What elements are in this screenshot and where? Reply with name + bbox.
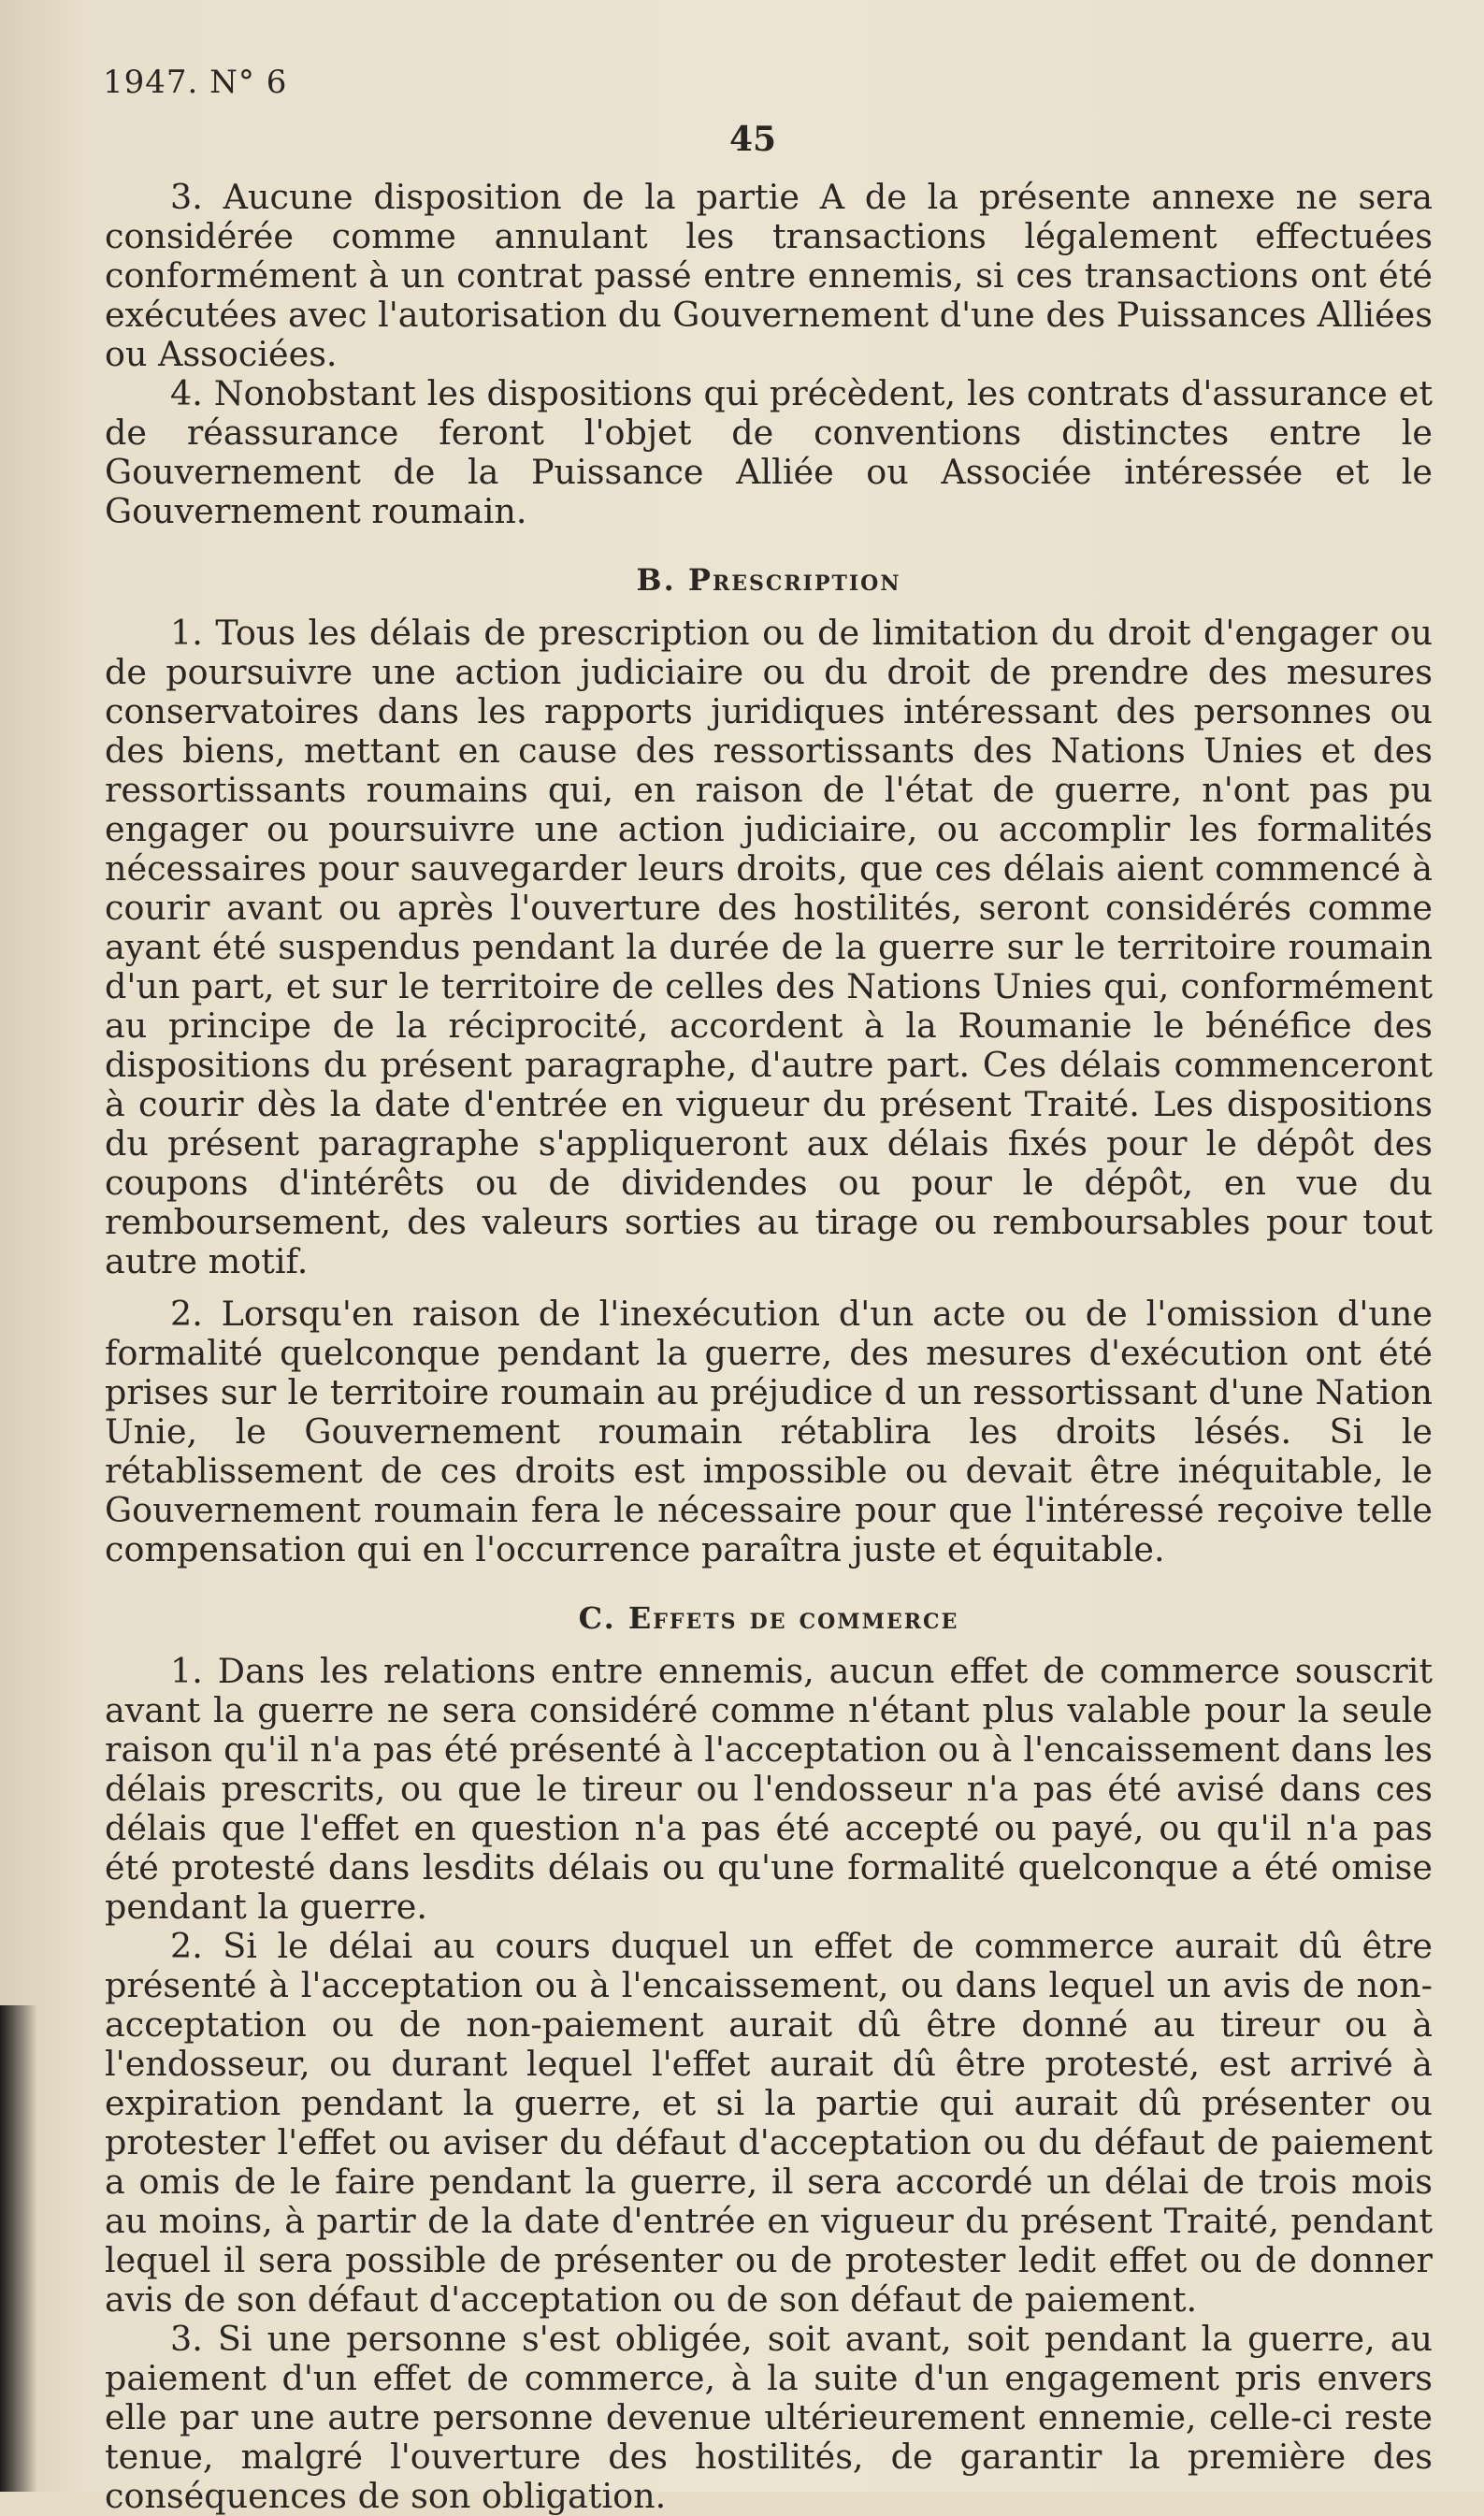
running-head: 1947. N° 6 bbox=[103, 64, 288, 101]
paragraph-b1: 1. Tous les délais de prescription ou de limitation du droit d'engager ou de poursuivre une action judiciaire ou du droit de prendre des mesures conservatoires dans les rapports juridiques intéressant des personnes ou des biens, mettant en cause des ressortissants des Nations Unies et des ressortissants roumains qui, en raison de l'état de guerre, n'ont pas pu engager ou poursuivre une action judiciaire, ou accomplir les formalités nécessaires pour sauvegarder leurs droits, que ces délais aient commencé à courir avant ou après l'ouverture des hostilités, seront considérés comme ayant été suspendus pendant la durée de la guerre sur le territoire roumain d'un part, et sur le territoire de celles des Nations Unies qui, conformément au principe de la réciprocité, accordent à la Roumanie le bénéfice des dispositions du présent paragraphe, d'autre part. Ces délais commenceront à courir dès la date d'entrée en vigueur du présent Traité. Les dispositions du présent paragraphe s'appliqueront aux délais fixés pour le dépôt des coupons d'intérêts ou de dividendes ou pour le dépôt, en vue du remboursement, des valeurs sorties au tirage ou remboursables pour tout autre motif. bbox=[105, 613, 1433, 1281]
paragraph-c2: 2. Si le délai au cours duquel un effet de commerce aurait dû être présenté à l'acceptation ou à l'encaissement, ou dans lequel un avis de non-acceptation ou de non-paiement aurait dû être donné au tireur ou à l'endosseur, ou durant lequel l'effet aurait dû être protesté, est arrivé à expiration pendant la guerre, et si la partie qui aurait dû présenter ou protester l'effet ou aviser du défaut d'acceptation ou du défaut de paiement a omis de le faire pendant la guerre, il sera accordé un délai de trois mois au moins, à partir de la date d'entrée en vigueur du présent Traité, pendant lequel il sera possible de présenter ou de protester ledit effet ou de donner avis de son défaut d'acceptation ou de son défaut de paiement. bbox=[105, 1926, 1433, 2320]
heading-effets-de-commerce: C. Effets de commerce bbox=[578, 1600, 959, 1636]
paragraph-a4: 4. Nonobstant les dispositions qui précèdent, les contrats d'assurance et de réassurance feront l'objet de conventions distinctes entre le Gouvernement de la Puissance Alliée ou Associée intéressée et le Gouvernement roumain. bbox=[105, 373, 1433, 531]
page-number: 45 bbox=[729, 120, 777, 159]
heading-prescription: B. Prescription bbox=[636, 562, 901, 598]
paragraph-c1: 1. Dans les relations entre ennemis, aucun effet de commerce souscrit avant la guerre ne sera considéré comme n'étant plus valable pour la seule raison qu'il n'a pas été présenté à l'acceptation ou à l'encaissement dans les délais prescrits, ou que le tireur ou l'endosseur n'a pas été avisé dans ces délais que l'effet en question n'a pas été accepté ou payé, ou qu'il n'a pas été protesté dans lesdits délais ou qu'une formalité quelconque a été omise pendant la guerre. bbox=[105, 1651, 1433, 1927]
binding-shadow bbox=[0, 2005, 37, 2492]
page-body bbox=[105, 178, 1433, 2516]
paragraph-b2: 2. Lorsqu'en raison de l'inexécution d'un acte ou de l'omission d'une formalité quelconque pendant la guerre, des mesures d'exécution ont été prises sur le territoire roumain au préjudice d un ressortissant d'une Nation Unie, le Gouvernement roumain rétablira les droits lésés. Si le rétablissement de ces droits est impossible ou devait être inéquitable, le Gouvernement roumain fera le nécessaire pour que l'intéressé reçoive telle compensation qui en l'occurrence paraîtra juste et équitable. bbox=[105, 1294, 1433, 1569]
paragraph-c3: 3. Si une personne s'est obligée, soit avant, soit pendant la guerre, au paiement d'un effet de commerce, à la suite d'un engagement pris envers elle par une autre personne devenue ultérieurement ennemie, celle-ci reste tenue, malgré l'ouverture des hostilités, de garantir la première des conséquences de son obligation. bbox=[105, 2319, 1433, 2516]
paragraph-a3: 3. Aucune disposition de la partie A de la présente annexe ne sera considérée comme annulant les transactions légalement effectuées conformément à un contrat passé entre ennemis, si ces transactions ont été exécutées avec l'autorisation du Gouvernement d'une des Puissances Alliées ou Associées. bbox=[105, 177, 1433, 374]
